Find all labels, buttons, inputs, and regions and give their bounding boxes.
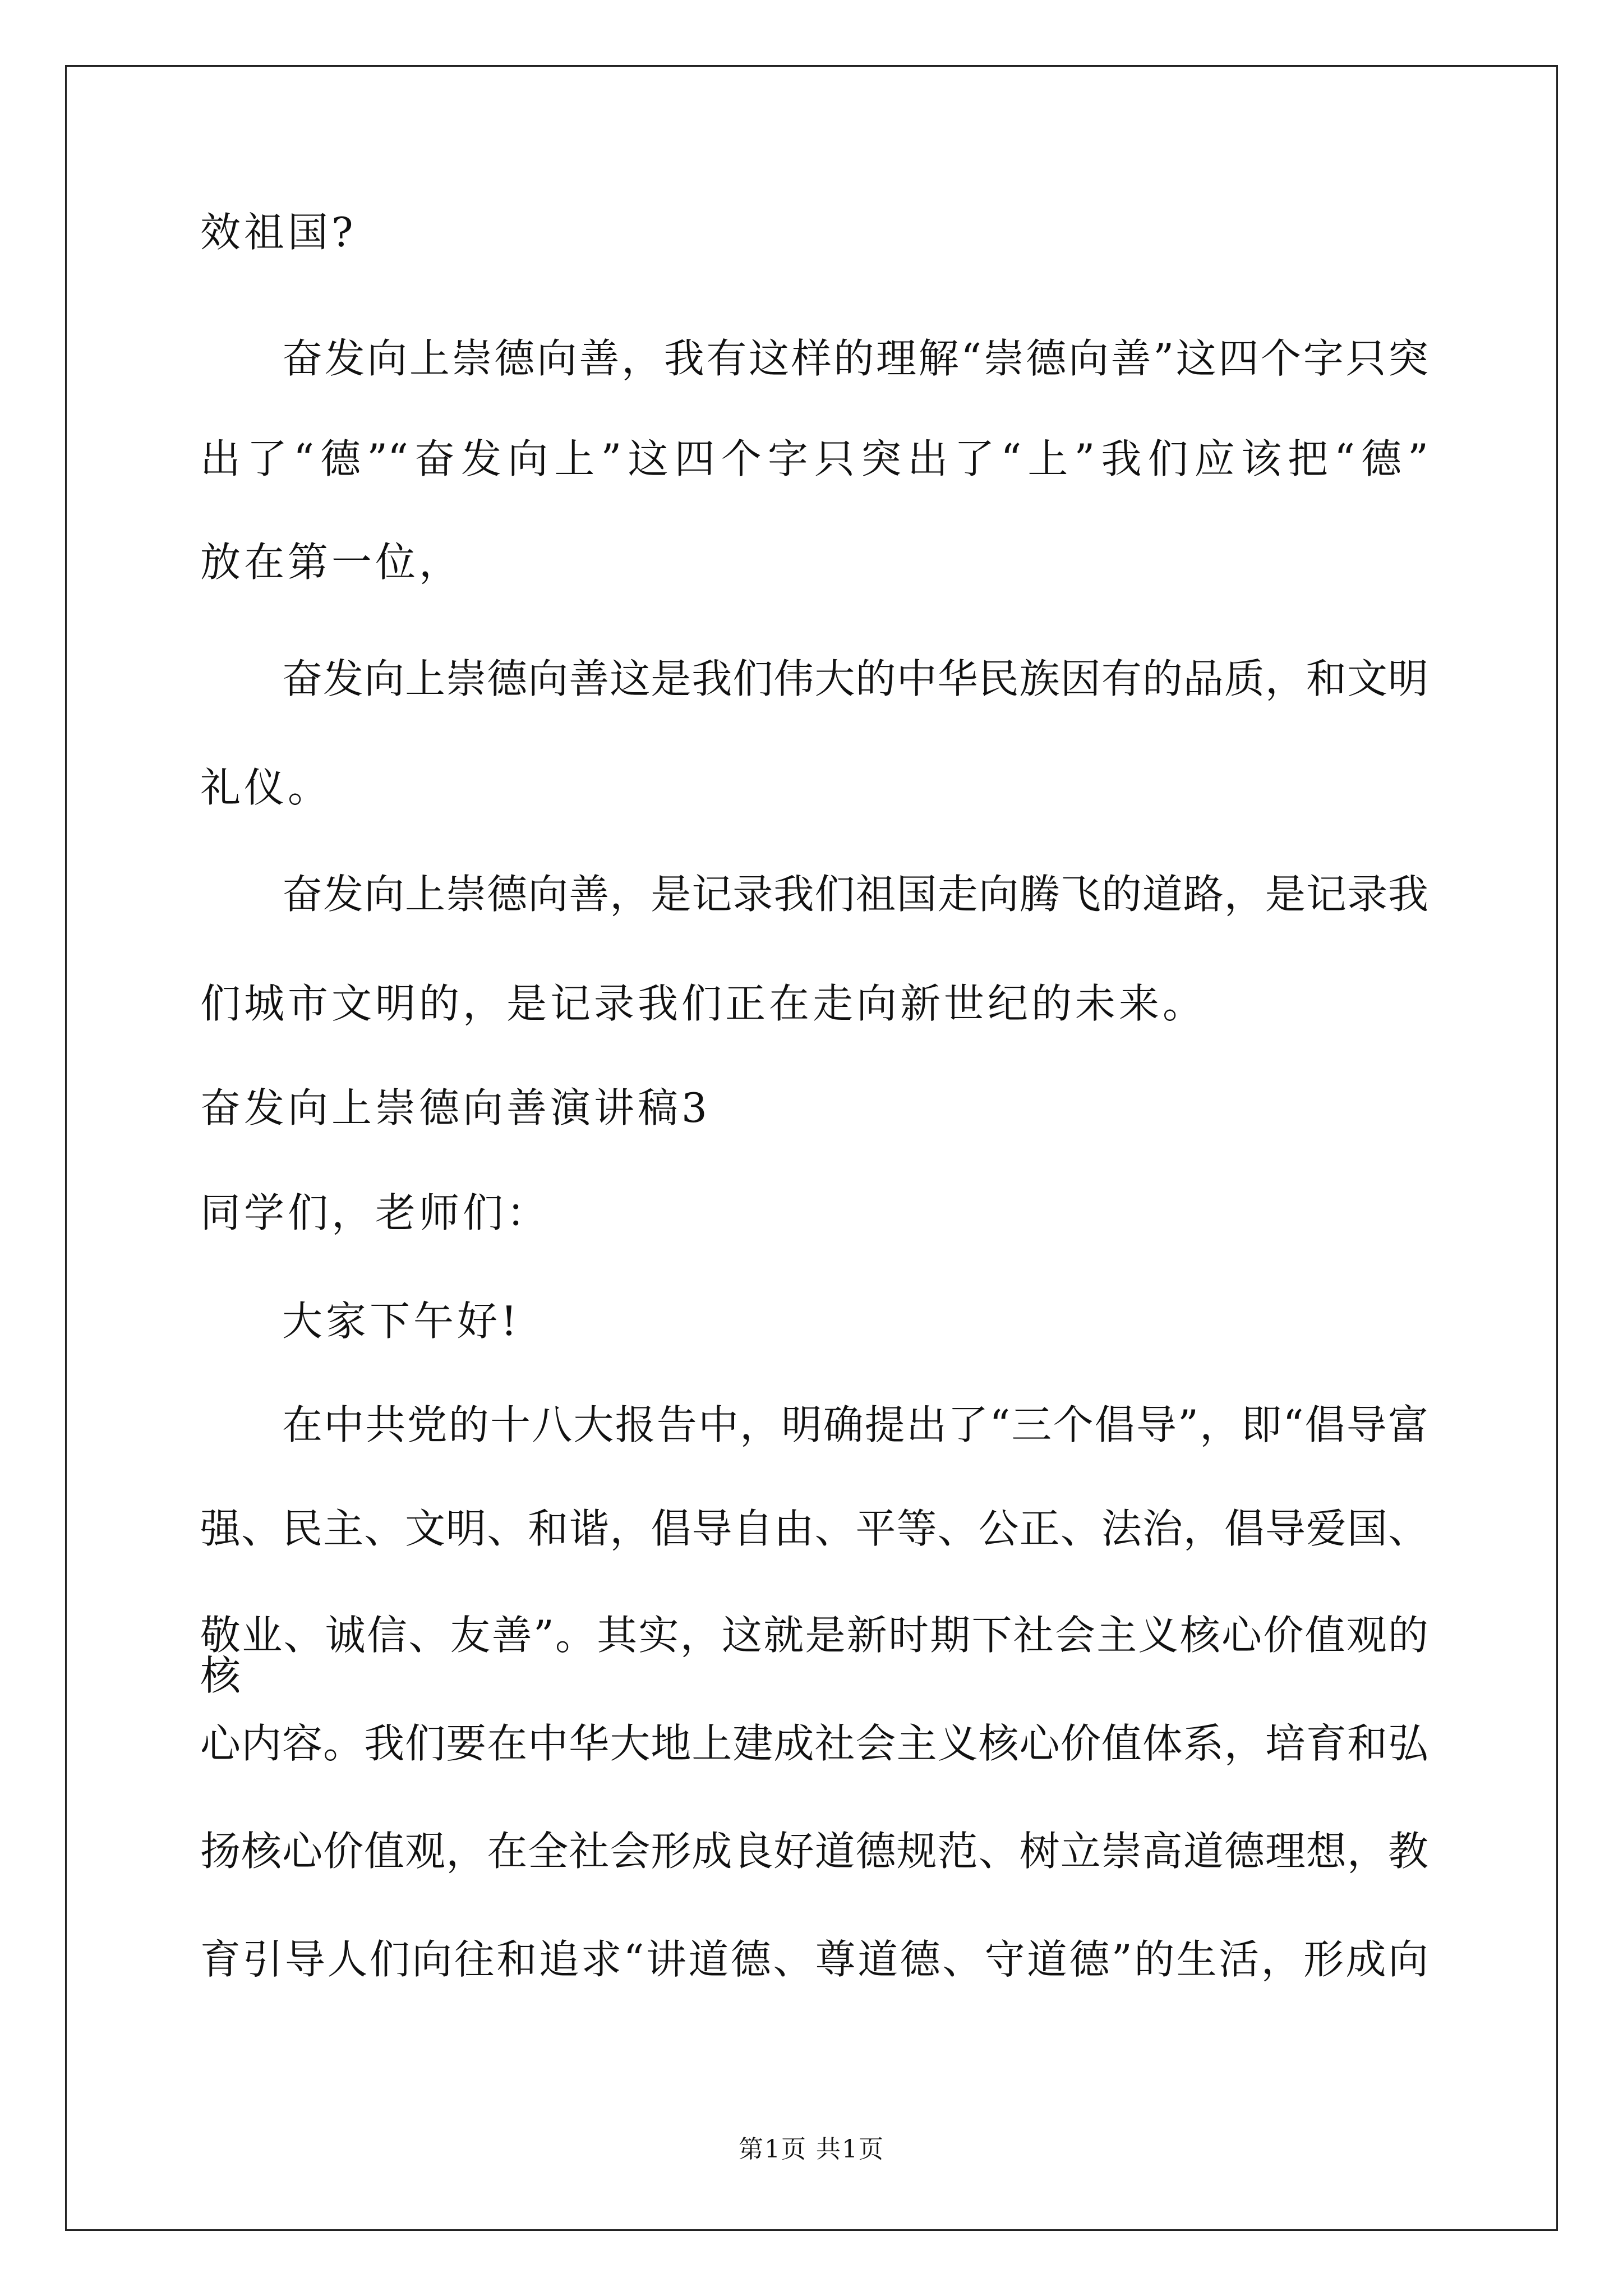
text-line: 在中共党的十八大报告中，明确提出了“三个倡导”，即“倡导富 <box>282 1401 1428 1448</box>
page-border <box>65 65 1558 2231</box>
text-line: 礼仪。 <box>200 764 332 811</box>
text-line: 奋发向上崇德向善，是记录我们祖国走向腾飞的道路，是记录我 <box>282 871 1428 918</box>
text-line: 心内容。我们要在中华大地上建成社会主义核心价值体系，培育和弘 <box>200 1720 1428 1767</box>
text-line: 奋发向上崇德向善，我有这样的理解“崇德向善”这四个字只突 <box>282 335 1428 382</box>
text-line: 扬核心价值观，在全社会形成良好道德规范、树立崇高道德理想，教 <box>200 1828 1428 1875</box>
text-line: 育引导人们向往和追求“讲道德、尊道德、守道德”的生活，形成向 <box>200 1936 1428 1983</box>
text-line: 大家下午好! <box>282 1297 520 1345</box>
text-line: 奋发向上崇德向善这是我们伟大的中华民族因有的品质，和文明 <box>282 655 1428 702</box>
text-line: 同学们，老师们： <box>200 1189 551 1236</box>
text-line: 出了“德”“奋发向上”这四个字只突出了“上”我们应该把“德” <box>200 435 1428 482</box>
text-line: 放在第一位， <box>200 539 463 586</box>
page-footer: 第1页 共1页 <box>739 2135 884 2164</box>
section-heading: 奋发向上崇德向善演讲稿3 <box>200 1084 711 1131</box>
text-line: 们城市文明的，是记录我们正在走向新世纪的未来。 <box>200 980 1207 1027</box>
text-line: 效祖国? <box>200 209 357 256</box>
text-line: 敬业、诚信、友善”。其实，这就是新时期下社会主义核心价值观的核 <box>200 1612 1428 1699</box>
text-line: 强、民主、文明、和谐，倡导自由、平等、公正、法治，倡导爱国、 <box>200 1505 1428 1552</box>
